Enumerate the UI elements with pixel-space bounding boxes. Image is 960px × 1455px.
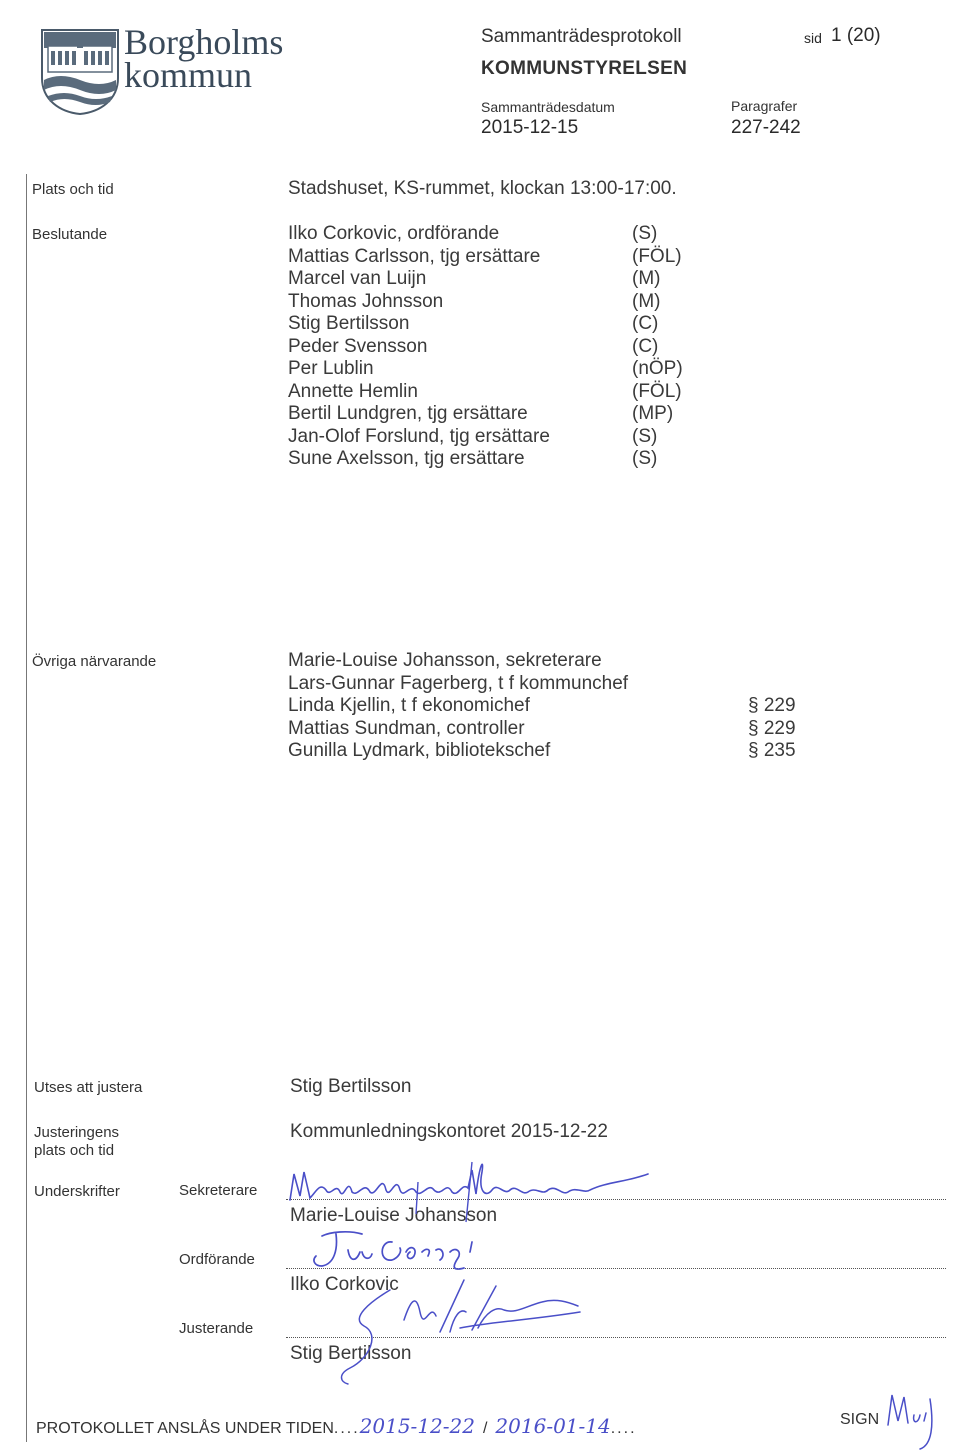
municipality-crest-icon	[40, 28, 120, 116]
adjuster-name: Stig Bertilsson	[290, 1343, 412, 1364]
sign-label: SIGN	[840, 1411, 880, 1428]
adjuster-signature-icon	[320, 1272, 600, 1392]
decision-makers-names	[288, 223, 550, 471]
posting-from-date: 2015-12-22	[359, 1414, 475, 1438]
others-present-sections	[748, 650, 796, 763]
attendee-section	[748, 673, 796, 696]
appointed-adjuster-value: Stig Bertilsson	[290, 1076, 412, 1097]
decision-makers-parties	[632, 223, 683, 471]
chair-role: Ordförande	[179, 1251, 255, 1268]
left-margin-rule	[26, 174, 27, 1442]
posting-period: PROTOKOLLET ANSLÅS UNDER TIDEN....2015-12-22 / 2016-01-14....	[36, 1414, 637, 1438]
member-party: (FÖL)	[632, 245, 682, 267]
member-name: Ilko Corkovic, ordförande	[288, 223, 500, 244]
member-party: (S)	[632, 223, 658, 244]
member-name: Mattias Carlsson, tjg ersättare	[288, 245, 541, 267]
member-party: (M)	[632, 290, 661, 312]
member-party: (FÖL)	[632, 380, 682, 402]
others-present-label: Övriga närvarande	[32, 653, 157, 670]
member-party: (S)	[632, 448, 658, 469]
member-name: Sune Axelsson, tjg ersättare	[288, 448, 525, 469]
posting-to-date: 2016-01-14	[495, 1414, 611, 1438]
chair-name: Ilko Corkovic	[290, 1274, 399, 1295]
page-label: sid	[804, 30, 822, 46]
member-name: Jan-Olof Forslund, tjg ersättare	[288, 425, 550, 447]
attendee-section: § 229	[748, 717, 796, 739]
signatures-label: Underskrifter	[34, 1183, 120, 1200]
appointed-adjuster-label: Utses att justera	[34, 1079, 143, 1096]
attendee-name: Gunilla Lydmark, bibliotekschef	[288, 740, 551, 761]
others-present-names	[288, 650, 628, 763]
document-type: Sammanträdesprotokoll	[481, 26, 682, 47]
member-name: Annette Hemlin	[288, 380, 418, 402]
paragraphs-range: 227-242	[731, 117, 801, 138]
member-name: Stig Bertilsson	[288, 313, 410, 334]
decision-makers-label: Beslutande	[32, 226, 108, 243]
member-name: Peder Svensson	[288, 335, 428, 357]
place-time-label: Plats och tid	[32, 181, 114, 198]
member-party: (S)	[632, 425, 658, 447]
logo-line-1: Borgholms	[124, 22, 284, 62]
member-party: (C)	[632, 335, 659, 357]
place-time-value: Stadshuset, KS-rummet, klockan 13:00-17:00.	[288, 178, 677, 199]
page-number: 1 (20)	[831, 25, 881, 46]
member-party: (C)	[632, 313, 659, 334]
attendee-name: Lars-Gunnar Fagerberg, t f kommunchef	[288, 672, 629, 694]
attendee-section	[748, 650, 796, 673]
posting-period-label: PROTOKOLLET ANSLÅS UNDER TIDEN	[36, 1420, 334, 1437]
adjustment-place-value: Kommunledningskontoret 2015-12-22	[290, 1121, 608, 1142]
meeting-date-label: Sammanträdesdatum	[481, 99, 615, 115]
member-party: (nÖP)	[632, 358, 683, 379]
member-name: Marcel van Luijn	[288, 268, 427, 289]
secretary-signature-icon	[286, 1152, 666, 1232]
member-name: Bertil Lundgren, tjg ersättare	[288, 403, 528, 424]
attendee-name: Marie-Louise Johansson, sekreterare	[288, 650, 602, 671]
member-party: (MP)	[632, 403, 674, 424]
member-name: Per Lublin	[288, 358, 374, 379]
organization-name: KOMMUNSTYRELSEN	[481, 58, 688, 79]
adjustment-place-label-line2: plats och tid	[34, 1142, 115, 1159]
logo-line-2: kommun	[124, 55, 253, 95]
attendee-section: § 229	[748, 695, 796, 716]
secretary-name: Marie-Louise Johansson	[290, 1205, 498, 1226]
adjustment-place-label-line1: Justeringens	[34, 1124, 120, 1141]
municipality-logo-text	[124, 22, 284, 95]
meeting-date: 2015-12-15	[481, 117, 579, 138]
member-party: (M)	[632, 268, 661, 289]
member-name: Thomas Johnsson	[288, 290, 444, 312]
sign-initials-icon	[882, 1385, 942, 1455]
attendee-section: § 235	[748, 740, 796, 761]
attendee-name: Linda Kjellin, t f ekonomichef	[288, 695, 530, 716]
secretary-role: Sekreterare	[179, 1182, 258, 1199]
attendee-name: Mattias Sundman, controller	[288, 717, 525, 739]
posting-period-separator: /	[482, 1420, 488, 1437]
paragraphs-label: Paragrafer	[731, 98, 798, 114]
adjuster-role: Justerande	[179, 1320, 254, 1337]
